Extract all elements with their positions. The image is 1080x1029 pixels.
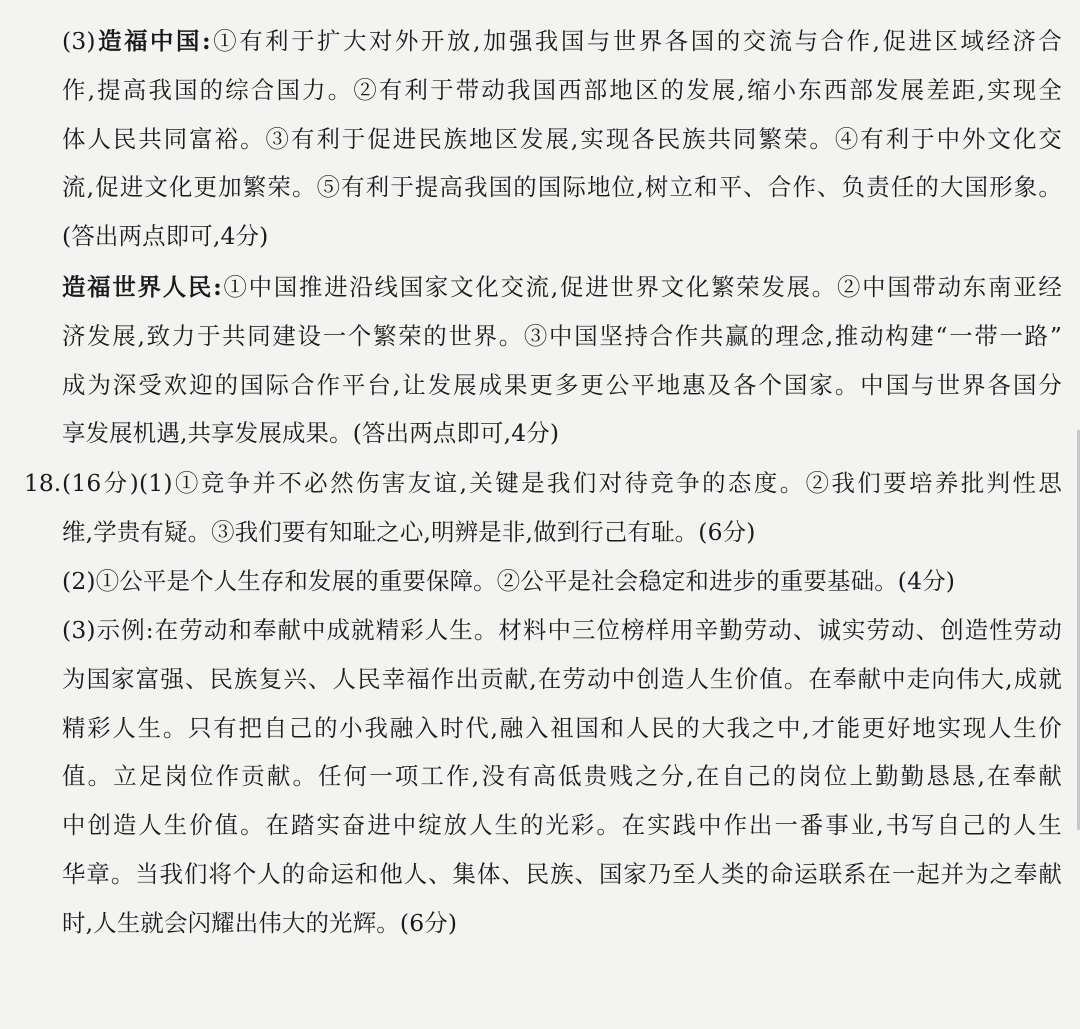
answer-18-part-3-line-4: 值。立足岗位作贡献。任何一项工作,没有高低贵贱之分,在自己的岗位上勤勤恳恳,在奉献 — [62, 762, 1062, 791]
answer-18-part-3-line-7: 时,人生就会闪耀出伟大的光辉。(6分) — [62, 908, 458, 937]
answer-18-part-1 — [62, 459, 1062, 557]
answer-3-world — [62, 263, 1062, 458]
answer-3-label: 造福中国: — [95, 27, 211, 55]
answer-3-china — [62, 17, 1062, 261]
answer-18-line-1: (16分)(1)①竞争并不必然伤害友谊,关键是我们对待竞争的态度。②我们要培养批判性思 — [62, 469, 1062, 497]
answer-3-prefix: (3) — [62, 27, 96, 55]
answer-world-line-2: 济发展,致力于共同建设一个繁荣的世界。③中国坚持合作共赢的理念,推动构建“一带一路” — [62, 321, 1062, 350]
answer-world-line-3: 成为深受欢迎的国际合作平台,让发展成果更多更公平地惠及各个国家。中国与世界各国分 — [62, 370, 1062, 399]
answer-18-part-3-line-3: 精彩人生。只有把自己的小我融入时代,融入祖国和人民的大我之中,才能更好地实现人生价 — [62, 713, 1062, 742]
answer-world-label: 造福世界人民: — [62, 273, 222, 301]
answer-3-line-4: 流,促进文化更加繁荣。⑤有利于提高我国的国际地位,树立和平、合作、负责任的大国形象。 — [62, 173, 1062, 202]
answer-world-line-1 — [62, 263, 1062, 312]
answer-3-line-5: (答出两点即可,4分) — [62, 222, 269, 251]
answer-18-part-3-line-2: 为国家富强、民族复兴、人民幸福作出贡献,在劳动中创造人生价值。在奉献中走向伟大,成就 — [62, 664, 1062, 693]
answer-3-line-3: 体人民共同富裕。③有利于促进民族地区发展,实现各民族共同繁荣。④有利于中外文化交 — [62, 124, 1062, 153]
answer-18-part-3-line-5: 中创造人生价值。在踏实奋进中绽放人生的光彩。在实践中作出一番事业,书写自己的人生 — [62, 811, 1062, 840]
answer-18-part-2 — [62, 557, 1062, 606]
answer-world-line-4: 享发展机遇,共享发展成果。(答出两点即可,4分) — [62, 419, 560, 448]
answer-18-part-3-line-6: 华章。当我们将个人的命运和他人、集体、民族、国家乃至人类的命运联系在一起并为之奉献 — [62, 859, 1062, 888]
answer-18-part-3-line-1: (3)示例:在劳动和奉献中成就精彩人生。材料中三位榜样用辛勤劳动、诚实劳动、创造性劳动 — [62, 616, 1062, 644]
answer-3-line-2: 作,提高我国的综合国力。②有利于带动我国西部地区的发展,缩小东西部发展差距,实现全 — [62, 75, 1062, 104]
answer-18-part-2-text: (2)①公平是个人生存和发展的重要保障。②公平是社会稳定和进步的重要基础。(4分) — [62, 567, 956, 595]
answer-18-part-3 — [62, 606, 1062, 948]
answer-world-first-text: ①中国推进沿线国家文化交流,促进世界文化繁荣发展。②中国带动东南亚经 — [221, 273, 1062, 301]
question-18-number: 18. — [24, 469, 62, 497]
answer-3-line-1 — [62, 17, 1062, 66]
answer-3-first-text: ①有利于扩大对外开放,加强我国与世界各国的交流与合作,促进区域经济合 — [210, 27, 1062, 55]
answer-18-line-2: 维,学贵有疑。③我们要有知耻之心,明辨是非,做到行己有耻。(6分) — [62, 517, 756, 546]
